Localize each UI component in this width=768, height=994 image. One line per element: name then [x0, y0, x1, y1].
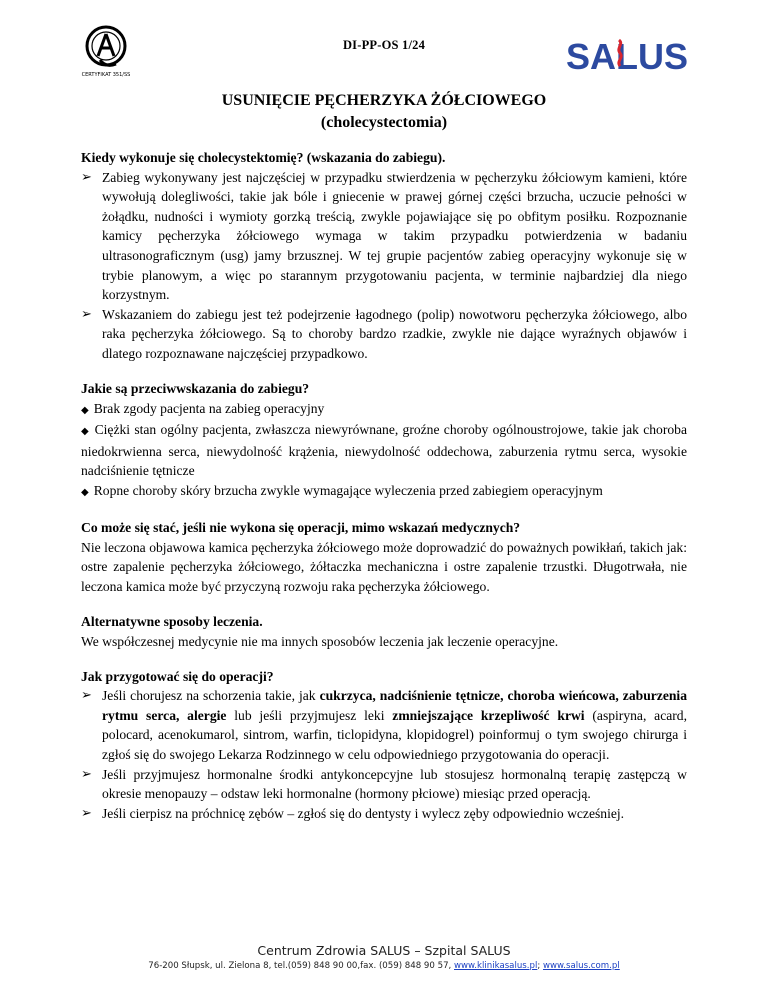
arrow-bullet-icon: ➢ [81, 805, 92, 821]
footer-address-line [0, 961, 768, 971]
title-main: USUNIĘCIE PĘCHERZYKA ŻÓŁCIOWEGO [221, 92, 547, 109]
list-item-text: Brak zgody pacjenta na zabieg operacyjny [93, 400, 325, 416]
page-footer [0, 943, 768, 971]
footer-link-salus[interactable]: www.salus.com.pl [542, 961, 620, 971]
footer-separator: ; [537, 961, 543, 971]
footer-org: Centrum Zdrowia SALUS – Szpital SALUS [257, 943, 511, 958]
arrow-bullet-icon: ➢ [81, 688, 92, 704]
paragraph: Nie leczona objawowa kamica pęcherzyka żółciowego może doprowadzić do poważnych powikłań, takich jak: ostre zapalenie pęcherzyka żółciowego, żółtaczka mechaniczna i ostre zapalenie trzustki. Długotrwała, nie leczona kamica może być przyczyną rozwoju raka pęcherzyka żółciowego. [81, 539, 687, 594]
footer-address: 76-200 Słupsk, ul. Zielona 8, tel.(059) 848 90 00,fax. (059) 848 90 57, [148, 961, 454, 971]
document-code: DI-PP-OS 1/24 [342, 38, 426, 52]
paragraph: We współczesnej medycynie nie ma innych sposobów leczenia jak leczenie operacyjne. [81, 633, 559, 649]
text-run-bold: cukrzyca, nadciśnienie tętnicze, choroba wieńcowa, zaburzenia rytmu serca, alergie [102, 688, 687, 723]
cert-logo-text: CERTYFIKAT 351/SS [81, 72, 131, 78]
list-item-text: Ciężki stan ogólny pacjenta, zwłaszcza niewyrównane, groźne choroby ogólnoustrojowe, takie jak choroba niedokrwienna serca, niewydolność krążenia, niewydolność oddechowa, zaburzenia rytmu serca, wysokie nadciśnienie tętnicze [81, 422, 687, 479]
salus-logo-text: SALUS [566, 36, 689, 76]
diamond-bullet-icon: ◆ [81, 404, 89, 416]
section-heading: Jakie są przeciwwskazania do zabiegu? [81, 381, 310, 397]
arrow-bullet-icon: ➢ [81, 169, 92, 185]
section-no-surgery [81, 518, 687, 596]
section-preparation [81, 667, 687, 824]
list-item [81, 305, 687, 364]
section-contraindications [81, 379, 687, 503]
list-item [81, 804, 687, 824]
list-item [81, 399, 687, 421]
arrow-bullet-icon: ➢ [81, 766, 92, 782]
list-item-text: Ropne choroby skóry brzucha zwykle wymagające wyleczenia przed zabiegiem operacyjnym [93, 483, 603, 498]
arrow-bullet-icon: ➢ [81, 306, 92, 322]
document-body [81, 148, 687, 839]
list-item [81, 765, 687, 804]
list-item [81, 686, 687, 764]
section-alternatives [81, 612, 687, 651]
diamond-bullet-icon: ◆ [81, 426, 90, 438]
footer-link-klinikasalus[interactable]: www.klinikasalus.pl [454, 961, 538, 971]
list-item [81, 420, 687, 481]
list-item-text: Wskazaniem do zabiegu jest też podejrzenie łagodnego (polip) nowotworu pęcherzyka żółciowego, albo raka pęcherzyka żółciowego. Są to choroby bardzo rzadkie, zwykle nie dające wyraźnych objawów i dlatego rozpoznawane najczęściej przypadkowo. [102, 306, 687, 361]
list-item-text: Zabieg wykonywany jest najczęściej w przypadku stwierdzenia w pęcherzyku żółciowym kamieni, które wywołują dolegliwości, takie jak bóle i gniecenie w prawej górnej części brzucha, uczucie pełności w żołądku, nudności i wymioty gorzką treścią, zwykle pojawiające się po obfitym posiłku. Rozpoznanie kamicy pęcherzyka żółciowego wymaga w takim przypadku potwierdzenia w badaniu ultrasonograficznym (usg) jamy brzusznej. W tej grupie pacjentów zabieg operacyjny wykonuje się w trybie planowym, a więc po starannym przygotowaniu pacjenta, w terminie najbardziej dla niego korzystnym. [102, 169, 687, 303]
section-heading: Kiedy wykonuje się cholecystektomię? (wskazania do zabiegu). [81, 150, 446, 165]
section-heading: Alternatywne sposoby leczenia. [81, 613, 263, 629]
title-sub: (cholecystectomia) [320, 114, 448, 131]
document-title [0, 90, 768, 134]
section-heading: Co może się stać, jeśli nie wykona się operacji, mimo wskazań medycznych? [81, 520, 521, 536]
text-run: lub jeśli przyjmujesz leki [226, 707, 393, 723]
text-run-bold: zmniejszające krzepliwość krwi [392, 707, 585, 723]
diamond-bullet-icon: ◆ [81, 487, 89, 498]
list-item-text: Jeśli cierpisz na próchnicę zębów – zgłoś się do dentysty i wylecz zęby odpowiednio wcześniej. [102, 805, 625, 821]
salus-logo [566, 36, 692, 76]
section-heading: Jak przygotować się do operacji? [81, 668, 274, 684]
list-item [81, 168, 687, 305]
text-run: Jeśli chorujesz na schorzenia takie, jak [102, 688, 320, 704]
text-run: (aspiryna, acard, polocard, acenokumarol, sintrom, warfin, ticlopidyna, klopidogrel) poinformuj o tym swojego chirurga i zgłoś się do swojego Lekarza Rodzinnego w celu odpowiedniego przygotowania do operacji. [102, 707, 687, 763]
list-item [81, 481, 687, 503]
list-item-text: Jeśli przyjmujesz hormonalne środki antykoncepcyjne lub stosujesz hormonalną terapię zastępczą w okresie menopauzy – odstaw leki hormonalne (hormony płciowe) miesiąc przed operacją. [102, 766, 687, 802]
section-indications [81, 148, 687, 364]
